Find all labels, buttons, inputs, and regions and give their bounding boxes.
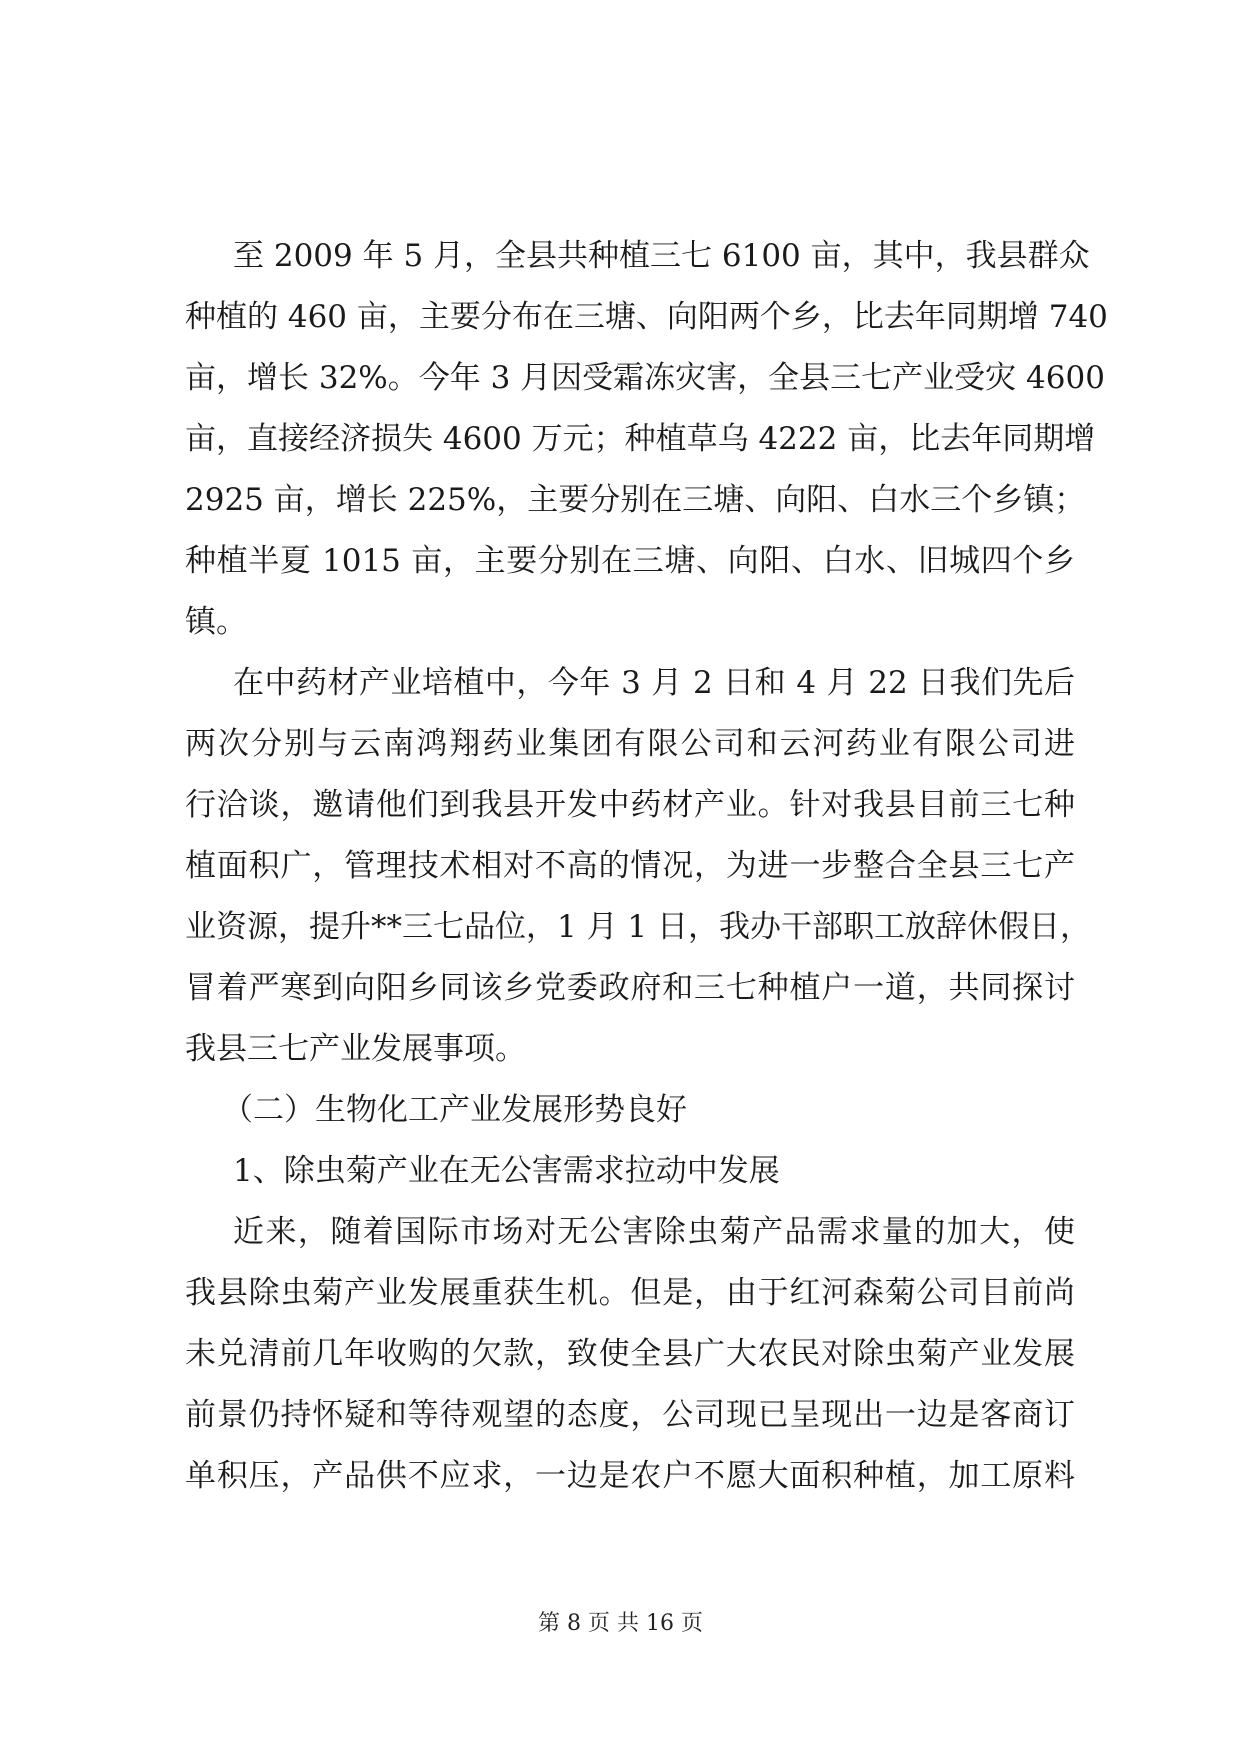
paragraph-line: 亩，直接经济损失 4600 万元；种植草乌 4222 亩，比去年同期增 xyxy=(185,421,1096,457)
paragraph-line: 两次分别与云南鸿翔药业集团有限公司和云河药业有限公司进 xyxy=(185,726,1075,762)
paragraph-line: 植面积广，管理技术相对不高的情况，为进一步整合全县三七产 xyxy=(185,848,1075,884)
paragraph-line: 冒着严寒到向阳乡同该乡党委政府和三七种植户一道，共同探讨 xyxy=(185,970,1075,1006)
paragraph-line: 种植半夏 1015 亩，主要分别在三塘、向阳、白水、旧城四个乡 xyxy=(185,543,1075,579)
paragraph-line: 单积压，产品供不应求，一边是农户不愿大面积种植，加工原料 xyxy=(185,1458,1075,1494)
paragraph-line: 我县三七产业发展事项。 xyxy=(185,1031,526,1067)
paragraph-line: 至 2009 年 5 月，全县共种植三七 6100 亩，其中，我县群众 xyxy=(233,238,1090,274)
paragraph-line: 未兑清前几年收购的欠款，致使全县广大农民对除虫菊产业发展 xyxy=(185,1336,1075,1372)
section-heading: （二）生物化工产业发展形势良好 xyxy=(222,1092,687,1128)
subsection-heading: 1、除虫菊产业在无公害需求拉动中发展 xyxy=(233,1153,780,1189)
paragraph-line: 我县除虫菊产业发展重获生机。但是，由于红河森菊公司目前尚 xyxy=(185,1275,1075,1311)
page-number: 第 8 页 共 16 页 xyxy=(538,1611,703,1636)
paragraph-line: 在中药材产业培植中，今年 3 月 2 日和 4 月 22 日我们先后 xyxy=(233,665,1075,701)
paragraph-line: 行洽谈，邀请他们到我县开发中药材产业。针对我县目前三七种 xyxy=(185,787,1075,823)
paragraph-line: 2925 亩，增长 225%，主要分别在三塘、向阳、白水三个乡镇； xyxy=(185,482,1086,518)
paragraph-line: 种植的 460 亩，主要分布在三塘、向阳两个乡，比去年同期增 740 xyxy=(185,299,1108,335)
paragraph-line: 镇。 xyxy=(185,604,247,640)
paragraph-line: 业资源，提升**三七品位，1 月 1 日，我办干部职工放辞休假日， xyxy=(185,909,1092,945)
paragraph-line: 近来，随着国际市场对无公害除虫菊产品需求量的加大，使 xyxy=(233,1214,1075,1250)
paragraph-line: 前景仍持怀疑和等待观望的态度，公司现已呈现出一边是客商订 xyxy=(185,1397,1075,1433)
paragraph-line: 亩，增长 32%。今年 3 月因受霜冻灾害，全县三七产业受灾 4600 xyxy=(185,360,1105,396)
